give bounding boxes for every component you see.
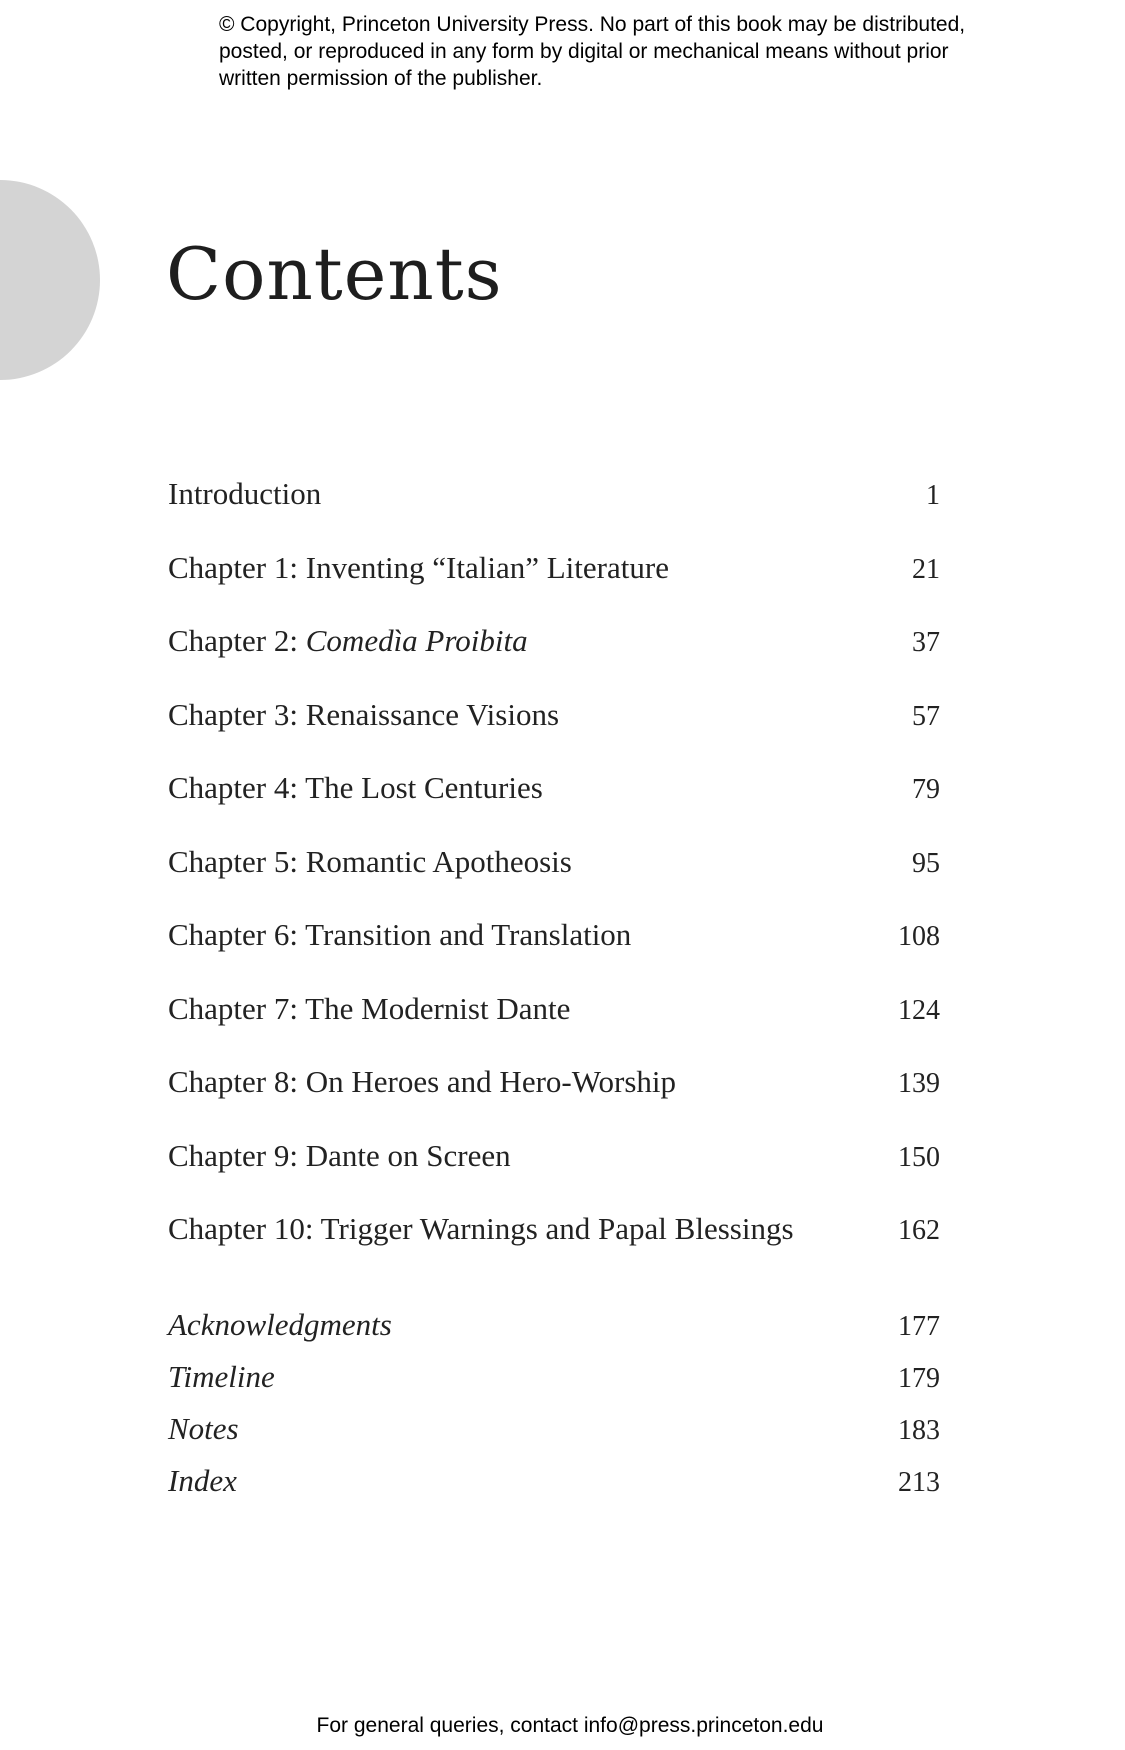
toc-entry-chapter-10[interactable] bbox=[168, 1211, 940, 1285]
toc-back-matter-list bbox=[168, 1307, 940, 1515]
toc-entry-chapter-4[interactable] bbox=[168, 770, 940, 844]
toc-page-number: 79 bbox=[912, 774, 940, 805]
toc-entry-title: Chapter 1: Inventing “Italian” Literature bbox=[168, 549, 669, 585]
toc-entry-chapter-1[interactable] bbox=[168, 550, 940, 624]
toc-entry-introduction[interactable] bbox=[168, 476, 940, 550]
toc-entry-chapter-9[interactable] bbox=[168, 1138, 940, 1212]
toc-page-number: 1 bbox=[926, 480, 940, 511]
toc-entry-chapter-2[interactable] bbox=[168, 623, 940, 697]
toc-entry-title: Index bbox=[168, 1463, 237, 1498]
toc-entry-title: Chapter 10: Trigger Warnings and Papal Blessings bbox=[168, 1211, 794, 1246]
toc-page-number: 162 bbox=[898, 1215, 940, 1246]
toc-page-number: 108 bbox=[898, 921, 940, 952]
toc-entry-title: Chapter 2: Comedìa Proibita bbox=[168, 623, 528, 658]
toc-entry-title: Notes bbox=[168, 1411, 239, 1446]
toc-entry-notes[interactable] bbox=[168, 1411, 940, 1463]
toc-entry-title: Chapter 5: Romantic Apotheosis bbox=[168, 843, 572, 879]
toc-page-number: 37 bbox=[912, 627, 940, 658]
toc-entry-timeline[interactable] bbox=[168, 1359, 940, 1411]
toc-page-number: 150 bbox=[898, 1141, 940, 1173]
toc-page-number: 177 bbox=[898, 1311, 940, 1342]
toc-page-number: 213 bbox=[898, 1467, 940, 1498]
toc-entry-title: Chapter 8: On Heroes and Hero-Worship bbox=[168, 1064, 677, 1099]
toc-entry-chapter-6[interactable] bbox=[168, 917, 940, 991]
footer-contact: For general queries, contact info@press.princeton.edu bbox=[316, 1714, 824, 1737]
toc-entry-title: Timeline bbox=[168, 1359, 275, 1394]
toc-page-number: 124 bbox=[898, 994, 940, 1026]
toc-entry-title: Chapter 9: Dante on Screen bbox=[168, 1137, 511, 1173]
toc-entry-title: Introduction bbox=[168, 476, 322, 511]
toc-entry-acknowledgments[interactable] bbox=[168, 1307, 940, 1359]
toc-entry-title: Acknowledgments bbox=[168, 1307, 392, 1342]
toc-entry-title: Chapter 6: Transition and Translation bbox=[168, 917, 632, 952]
toc-chapter-list bbox=[168, 476, 940, 1285]
page-tab-decoration bbox=[0, 180, 100, 380]
copyright-notice: © Copyright, Princeton University Press. No part of this book may be distributed, posted, or reproduced in any form by digital or mechanical means without prior written permission of the publisher. bbox=[219, 13, 966, 90]
page-title: Contents bbox=[166, 232, 503, 316]
toc-entry-title: Chapter 3: Renaissance Visions bbox=[168, 696, 560, 732]
toc-page-number: 179 bbox=[898, 1363, 940, 1394]
toc-entry-chapter-8[interactable] bbox=[168, 1064, 940, 1138]
toc-page-number: 139 bbox=[898, 1068, 940, 1099]
toc-entry-chapter-7[interactable] bbox=[168, 991, 940, 1065]
toc-entry-chapter-3[interactable] bbox=[168, 697, 940, 771]
toc-page-number: 183 bbox=[898, 1415, 940, 1446]
toc-page-number: 21 bbox=[912, 553, 940, 585]
toc-page-number: 57 bbox=[912, 700, 940, 732]
toc-entry-chapter-5[interactable] bbox=[168, 844, 940, 918]
toc-page-number: 95 bbox=[912, 847, 940, 879]
toc-entry-title: Chapter 4: The Lost Centuries bbox=[168, 770, 543, 805]
toc-entry-index[interactable] bbox=[168, 1463, 940, 1515]
toc-entry-title: Chapter 7: The Modernist Dante bbox=[168, 990, 571, 1026]
